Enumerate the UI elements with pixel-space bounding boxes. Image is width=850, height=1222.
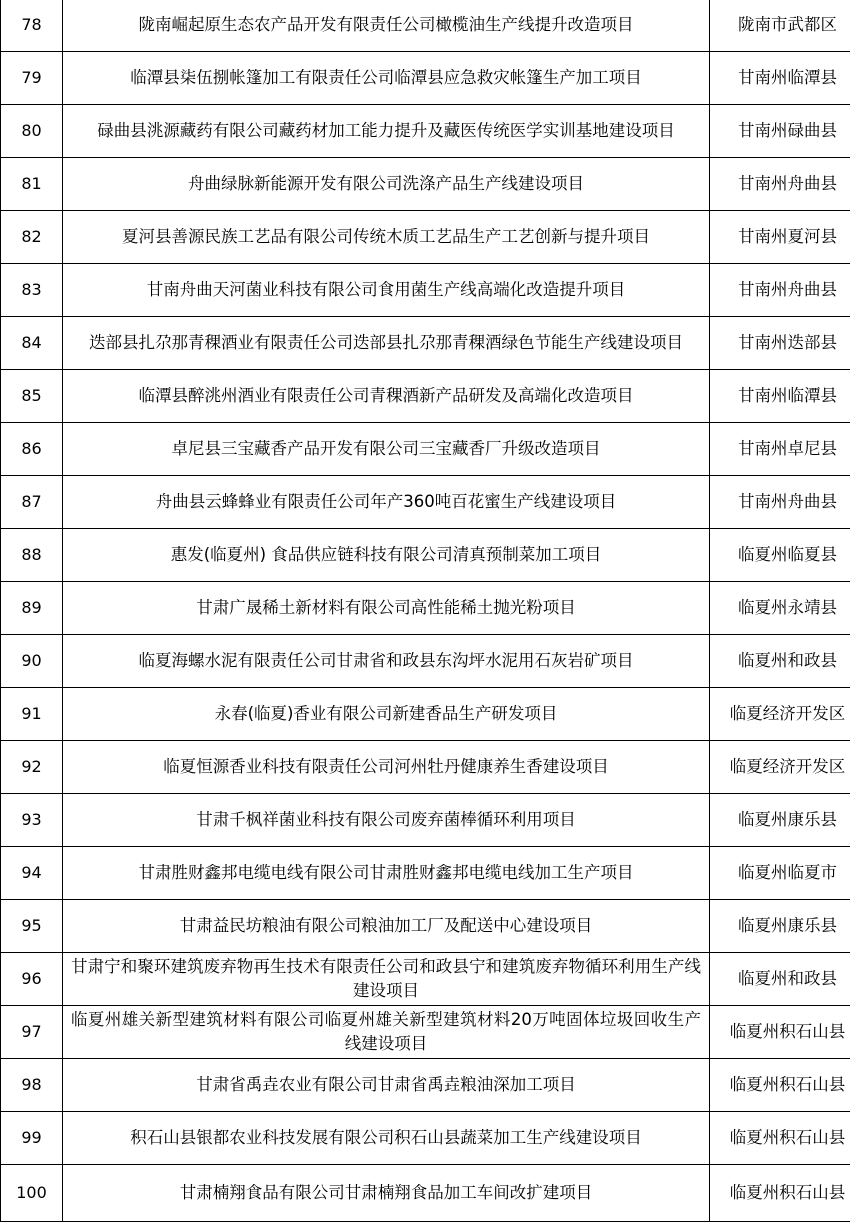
location-cell: 甘南州临潭县 [710, 370, 850, 423]
row-number-cell: 86 [1, 423, 63, 476]
project-name-cell: 惠发(临夏州) 食品供应链科技有限公司清真预制菜加工项目 [63, 529, 710, 582]
row-number-cell: 84 [1, 317, 63, 370]
table-row [1, 476, 850, 529]
project-name-cell: 夏河县善源民族工艺品有限公司传统木质工艺品生产工艺创新与提升项目 [63, 211, 710, 264]
project-name-cell: 卓尼县三宝藏香产品开发有限公司三宝藏香厂升级改造项目 [63, 423, 710, 476]
table-row [1, 1165, 850, 1222]
project-name-cell: 永春(临夏)香业有限公司新建香品生产研发项目 [63, 688, 710, 741]
location-cell: 陇南市武都区 [710, 0, 850, 52]
project-name-cell: 甘肃益民坊粮油有限公司粮油加工厂及配送中心建设项目 [63, 900, 710, 953]
row-number-cell: 100 [1, 1165, 63, 1222]
project-name-cell: 临夏州雄关新型建筑材料有限公司临夏州雄关新型建筑材料20万吨固体垃圾回收生产线建设项目 [63, 1006, 710, 1059]
location-cell: 临夏州积石山县 [710, 1112, 850, 1165]
project-name-cell: 陇南崛起原生态农产品开发有限责任公司橄榄油生产线提升改造项目 [63, 0, 710, 52]
project-table-body [1, 0, 850, 1222]
location-cell: 临夏州临夏市 [710, 847, 850, 900]
row-number-cell: 88 [1, 529, 63, 582]
location-cell: 甘南州舟曲县 [710, 264, 850, 317]
location-cell: 甘南州迭部县 [710, 317, 850, 370]
project-name-cell: 舟曲绿脉新能源开发有限公司洗涤产品生产线建设项目 [63, 158, 710, 211]
project-name-cell: 舟曲县云蜂蜂业有限责任公司年产360吨百花蜜生产线建设项目 [63, 476, 710, 529]
table-row [1, 953, 850, 1006]
table-row [1, 370, 850, 423]
row-number-cell: 94 [1, 847, 63, 900]
project-name-cell: 甘南舟曲天河菌业科技有限公司食用菌生产线高端化改造提升项目 [63, 264, 710, 317]
project-name-cell: 甘肃胜财鑫邦电缆电线有限公司甘肃胜财鑫邦电缆电线加工生产项目 [63, 847, 710, 900]
location-cell: 甘南州舟曲县 [710, 476, 850, 529]
row-number-cell: 98 [1, 1059, 63, 1112]
row-number-cell: 83 [1, 264, 63, 317]
location-cell: 临夏州康乐县 [710, 900, 850, 953]
row-number-cell: 79 [1, 52, 63, 105]
location-cell: 临夏州永靖县 [710, 582, 850, 635]
table-row [1, 423, 850, 476]
location-cell: 甘南州临潭县 [710, 52, 850, 105]
project-name-cell: 临潭县柒伍捌帐篷加工有限责任公司临潭县应急救灾帐篷生产加工项目 [63, 52, 710, 105]
project-name-cell: 甘肃宁和聚环建筑废弃物再生技术有限责任公司和政县宁和建筑废弃物循环利用生产线建设项目 [63, 953, 710, 1006]
location-cell: 临夏州积石山县 [710, 1165, 850, 1222]
row-number-cell: 97 [1, 1006, 63, 1059]
location-cell: 甘南州舟曲县 [710, 158, 850, 211]
project-name-cell: 甘肃千枫祥菌业科技有限公司废弃菌棒循环利用项目 [63, 794, 710, 847]
location-cell: 临夏经济开发区 [710, 741, 850, 794]
location-cell: 临夏州临夏县 [710, 529, 850, 582]
project-name-cell: 临夏海螺水泥有限责任公司甘肃省和政县东沟坪水泥用石灰岩矿项目 [63, 635, 710, 688]
table-row [1, 688, 850, 741]
table-row [1, 741, 850, 794]
table-row [1, 847, 850, 900]
location-cell: 临夏州和政县 [710, 635, 850, 688]
table-row [1, 52, 850, 105]
location-cell: 甘南州卓尼县 [710, 423, 850, 476]
row-number-cell: 89 [1, 582, 63, 635]
row-number-cell: 90 [1, 635, 63, 688]
row-number-cell: 85 [1, 370, 63, 423]
table-row [1, 211, 850, 264]
project-name-cell: 积石山县银都农业科技发展有限公司积石山县蔬菜加工生产线建设项目 [63, 1112, 710, 1165]
table-row [1, 582, 850, 635]
table-row [1, 529, 850, 582]
row-number-cell: 82 [1, 211, 63, 264]
table-row [1, 0, 850, 52]
row-number-cell: 95 [1, 900, 63, 953]
row-number-cell: 81 [1, 158, 63, 211]
row-number-cell: 92 [1, 741, 63, 794]
table-row [1, 158, 850, 211]
project-name-cell: 临夏恒源香业科技有限责任公司河州牡丹健康养生香建设项目 [63, 741, 710, 794]
location-cell: 临夏州积石山县 [710, 1006, 850, 1059]
row-number-cell: 96 [1, 953, 63, 1006]
row-number-cell: 99 [1, 1112, 63, 1165]
location-cell: 临夏经济开发区 [710, 688, 850, 741]
project-name-cell: 迭部县扎尕那青稞酒业有限责任公司迭部县扎尕那青稞酒绿色节能生产线建设项目 [63, 317, 710, 370]
table-row [1, 900, 850, 953]
location-cell: 甘南州碌曲县 [710, 105, 850, 158]
project-name-cell: 甘肃广晟稀土新材料有限公司高性能稀土抛光粉项目 [63, 582, 710, 635]
location-cell: 临夏州积石山县 [710, 1059, 850, 1112]
project-name-cell: 甘肃楠翔食品有限公司甘肃楠翔食品加工车间改扩建项目 [63, 1165, 710, 1222]
row-number-cell: 80 [1, 105, 63, 158]
location-cell: 甘南州夏河县 [710, 211, 850, 264]
project-name-cell: 甘肃省禹垚农业有限公司甘肃省禹垚粮油深加工项目 [63, 1059, 710, 1112]
location-cell: 临夏州和政县 [710, 953, 850, 1006]
table-row [1, 264, 850, 317]
table-row [1, 1112, 850, 1165]
project-name-cell: 碌曲县洮源藏药有限公司藏药材加工能力提升及藏医传统医学实训基地建设项目 [63, 105, 710, 158]
table-row [1, 105, 850, 158]
table-row [1, 1059, 850, 1112]
row-number-cell: 78 [1, 0, 63, 52]
row-number-cell: 87 [1, 476, 63, 529]
table-row [1, 794, 850, 847]
table-row [1, 317, 850, 370]
project-name-cell: 临潭县醉洮州酒业有限责任公司青稞酒新产品研发及高端化改造项目 [63, 370, 710, 423]
table-row [1, 635, 850, 688]
location-cell: 临夏州康乐县 [710, 794, 850, 847]
table-row [1, 1006, 850, 1059]
row-number-cell: 93 [1, 794, 63, 847]
row-number-cell: 91 [1, 688, 63, 741]
